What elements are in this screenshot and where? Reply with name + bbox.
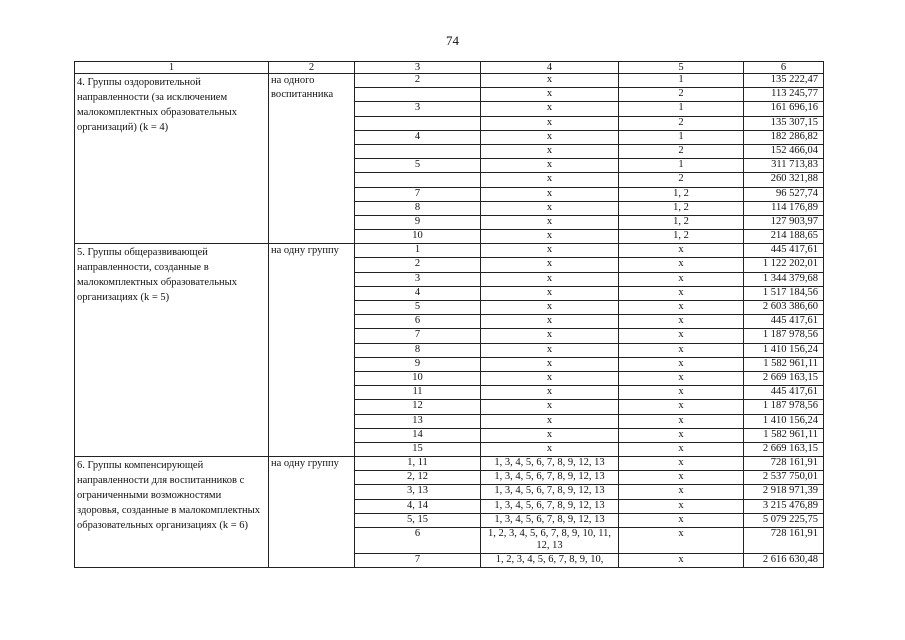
amount-cell: 1 582 961,11 — [744, 428, 824, 442]
col3-cell: 4 — [355, 130, 481, 144]
col5-cell: х — [619, 414, 744, 428]
col4-cell: х — [481, 130, 619, 144]
col4-cell: х — [481, 428, 619, 442]
col4-cell: х — [481, 371, 619, 385]
amount-cell: 1 122 202,01 — [744, 258, 824, 272]
amount-cell: 1 410 156,24 — [744, 414, 824, 428]
col5-cell: х — [619, 528, 744, 554]
col5-cell: х — [619, 471, 744, 485]
amount-cell: 2 603 386,60 — [744, 301, 824, 315]
col3-cell: 15 — [355, 442, 481, 456]
col5-cell: 1 — [619, 130, 744, 144]
measurement-unit: на одну группу — [269, 457, 355, 568]
col3-cell: 1 — [355, 244, 481, 258]
col3-cell: 10 — [355, 371, 481, 385]
col5-cell: х — [619, 485, 744, 499]
amount-cell: 127 903,97 — [744, 215, 824, 229]
col3-cell: 2, 12 — [355, 471, 481, 485]
col4-cell: х — [481, 258, 619, 272]
col5-cell: 1 — [619, 102, 744, 116]
col4-cell: х — [481, 272, 619, 286]
col4-cell: 1, 2, 3, 4, 5, 6, 7, 8, 9, 10, 11, 12, 13 — [481, 528, 619, 554]
amount-cell: 161 696,16 — [744, 102, 824, 116]
header-row — [75, 62, 824, 74]
col4-cell: 1, 3, 4, 5, 6, 7, 8, 9, 12, 13 — [481, 457, 619, 471]
col5-cell: х — [619, 343, 744, 357]
amount-cell: 5 079 225,75 — [744, 513, 824, 527]
amount-cell: 2 537 750,01 — [744, 471, 824, 485]
col5-cell: х — [619, 258, 744, 272]
col4-cell: х — [481, 442, 619, 456]
table-row — [75, 74, 824, 88]
col5-cell: 1, 2 — [619, 230, 744, 244]
amount-cell: 1 344 379,68 — [744, 272, 824, 286]
amount-cell: 152 466,04 — [744, 144, 824, 158]
col4-cell: х — [481, 215, 619, 229]
group-category-label: 6. Группы компенсирующей направленности для воспитанников с ограниченными возможностями здоровья, созданные в малокомплектных образовательных организациях (k = 6) — [75, 457, 269, 568]
col4-cell: х — [481, 329, 619, 343]
col4-cell: х — [481, 116, 619, 130]
header-cell-4: 4 — [481, 62, 619, 74]
col5-cell: 2 — [619, 116, 744, 130]
col3-cell: 11 — [355, 386, 481, 400]
col3-cell: 3, 13 — [355, 485, 481, 499]
col3-cell: 12 — [355, 400, 481, 414]
table-row — [75, 457, 824, 471]
page-number: 74 — [446, 33, 459, 48]
amount-cell: 135 222,47 — [744, 74, 824, 88]
col4-cell: х — [481, 173, 619, 187]
col5-cell: х — [619, 329, 744, 343]
col5-cell: х — [619, 315, 744, 329]
col4-cell: х — [481, 343, 619, 357]
col3-cell: 9 — [355, 215, 481, 229]
measurement-unit: на одного воспитанника — [269, 74, 355, 244]
col4-cell: х — [481, 159, 619, 173]
col4-cell: 1, 3, 4, 5, 6, 7, 8, 9, 12, 13 — [481, 513, 619, 527]
header-cell-1: 1 — [75, 62, 269, 74]
amount-cell: 114 176,89 — [744, 201, 824, 215]
col3-cell: 8 — [355, 201, 481, 215]
col5-cell: 1, 2 — [619, 215, 744, 229]
col3-cell — [355, 173, 481, 187]
amount-cell: 445 417,61 — [744, 244, 824, 258]
col4-cell: 1, 3, 4, 5, 6, 7, 8, 9, 12, 13 — [481, 485, 619, 499]
col3-cell: 3 — [355, 102, 481, 116]
amount-cell: 728 161,91 — [744, 457, 824, 471]
col5-cell: 1, 2 — [619, 201, 744, 215]
col4-cell: х — [481, 301, 619, 315]
col4-cell: х — [481, 102, 619, 116]
amount-cell: 728 161,91 — [744, 528, 824, 554]
col3-cell: 13 — [355, 414, 481, 428]
col4-cell: х — [481, 201, 619, 215]
col4-cell: х — [481, 357, 619, 371]
col5-cell: 1 — [619, 159, 744, 173]
tariff-table-wrapper — [74, 61, 823, 568]
amount-cell: 214 188,65 — [744, 230, 824, 244]
amount-cell: 2 669 163,15 — [744, 442, 824, 456]
col5-cell: 2 — [619, 88, 744, 102]
col5-cell: х — [619, 513, 744, 527]
col4-cell: 1, 2, 3, 4, 5, 6, 7, 8, 9, 10, — [481, 554, 619, 568]
col5-cell: 1, 2 — [619, 187, 744, 201]
col5-cell: х — [619, 357, 744, 371]
amount-cell: 311 713,83 — [744, 159, 824, 173]
amount-cell: 1 582 961,11 — [744, 357, 824, 371]
col3-cell — [355, 144, 481, 158]
col5-cell: 2 — [619, 173, 744, 187]
col5-cell: х — [619, 400, 744, 414]
amount-cell: 2 918 971,39 — [744, 485, 824, 499]
amount-cell: 113 245,77 — [744, 88, 824, 102]
col3-cell: 4, 14 — [355, 499, 481, 513]
col5-cell: х — [619, 442, 744, 456]
measurement-unit: на одну группу — [269, 244, 355, 457]
col5-cell: х — [619, 457, 744, 471]
amount-cell: 445 417,61 — [744, 386, 824, 400]
col5-cell: х — [619, 286, 744, 300]
col3-cell: 6 — [355, 315, 481, 329]
col3-cell: 1, 11 — [355, 457, 481, 471]
col4-cell: х — [481, 88, 619, 102]
col5-cell: 2 — [619, 144, 744, 158]
amount-cell: 1 187 978,56 — [744, 400, 824, 414]
col3-cell: 7 — [355, 554, 481, 568]
col3-cell: 5 — [355, 301, 481, 315]
col3-cell: 8 — [355, 343, 481, 357]
col5-cell: х — [619, 428, 744, 442]
amount-cell: 3 215 476,89 — [744, 499, 824, 513]
col5-cell: х — [619, 272, 744, 286]
col4-cell: х — [481, 400, 619, 414]
col3-cell: 4 — [355, 286, 481, 300]
col3-cell: 5, 15 — [355, 513, 481, 527]
col4-cell: х — [481, 144, 619, 158]
col4-cell: х — [481, 187, 619, 201]
col3-cell: 10 — [355, 230, 481, 244]
col4-cell: х — [481, 230, 619, 244]
col3-cell: 2 — [355, 74, 481, 88]
col4-cell: х — [481, 315, 619, 329]
col3-cell: 7 — [355, 329, 481, 343]
group-category-label: 5. Группы общеразвивающей направленности, созданные в малокомплектных образовательных организациях (k = 5) — [75, 244, 269, 457]
amount-cell: 1 187 978,56 — [744, 329, 824, 343]
col5-cell: х — [619, 301, 744, 315]
amount-cell: 1 517 184,56 — [744, 286, 824, 300]
amount-cell: 2 669 163,15 — [744, 371, 824, 385]
amount-cell: 445 417,61 — [744, 315, 824, 329]
col3-cell: 14 — [355, 428, 481, 442]
col3-cell: 5 — [355, 159, 481, 173]
col3-cell: 6 — [355, 528, 481, 554]
col3-cell: 3 — [355, 272, 481, 286]
tariff-table — [74, 61, 824, 568]
col3-cell: 2 — [355, 258, 481, 272]
col3-cell — [355, 116, 481, 130]
col4-cell: 1, 3, 4, 5, 6, 7, 8, 9, 12, 13 — [481, 471, 619, 485]
col3-cell: 9 — [355, 357, 481, 371]
amount-cell: 260 321,88 — [744, 173, 824, 187]
col5-cell: 1 — [619, 74, 744, 88]
col5-cell: х — [619, 554, 744, 568]
col4-cell: 1, 3, 4, 5, 6, 7, 8, 9, 12, 13 — [481, 499, 619, 513]
amount-cell: 96 527,74 — [744, 187, 824, 201]
col5-cell: х — [619, 386, 744, 400]
header-cell-3: 3 — [355, 62, 481, 74]
col3-cell: 7 — [355, 187, 481, 201]
amount-cell: 2 616 630,48 — [744, 554, 824, 568]
table-row — [75, 244, 824, 258]
col4-cell: х — [481, 414, 619, 428]
header-cell-5: 5 — [619, 62, 744, 74]
col3-cell — [355, 88, 481, 102]
header-cell-6: 6 — [744, 62, 824, 74]
header-cell-2: 2 — [269, 62, 355, 74]
col5-cell: х — [619, 499, 744, 513]
col5-cell: х — [619, 371, 744, 385]
col4-cell: х — [481, 244, 619, 258]
amount-cell: 135 307,15 — [744, 116, 824, 130]
col4-cell: х — [481, 286, 619, 300]
col5-cell: х — [619, 244, 744, 258]
group-category-label: 4. Группы оздоровительной направленности (за исключением малокомплектных образовательных организаций) (k = 4) — [75, 74, 269, 244]
col4-cell: х — [481, 74, 619, 88]
amount-cell: 1 410 156,24 — [744, 343, 824, 357]
amount-cell: 182 286,82 — [744, 130, 824, 144]
col4-cell: х — [481, 386, 619, 400]
